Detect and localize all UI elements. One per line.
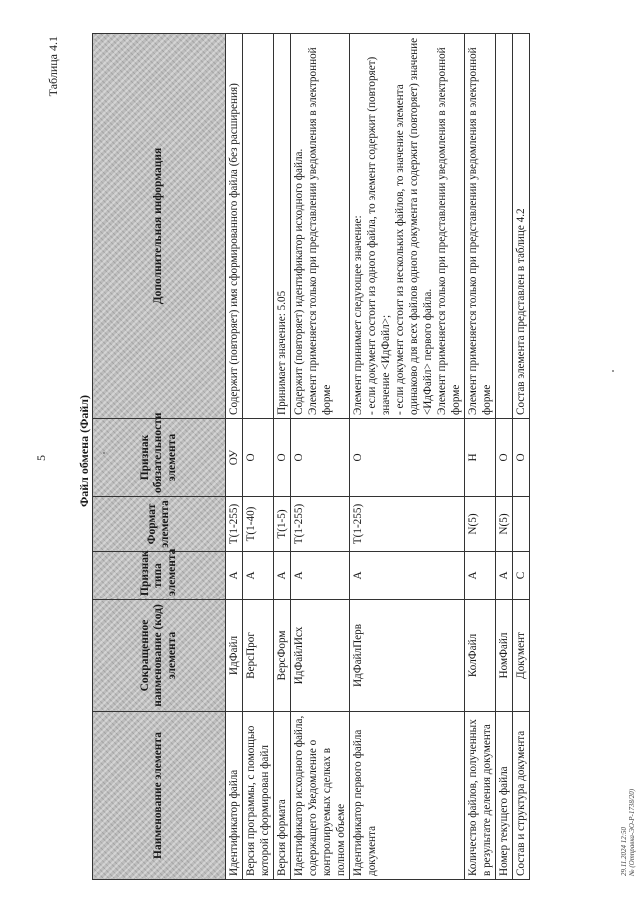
cell-element-type: А [226,552,243,600]
cell-element-name: Количество файлов, полученных в результате деления документа [465,712,496,880]
table-header-row [93,34,226,880]
cell-element-name: Состав и структура документа [513,712,530,880]
info-line: Элемент применяется только при представлении уведомления в электронной форме [307,47,333,415]
cell-element-format: Т(1-40) [243,497,274,552]
cell-element-type: А [465,552,496,600]
table-label: Таблица 4.1 [46,36,60,97]
cell-element-name: Идентификатор файла [226,712,243,880]
footer-date: 29.11.2024 12:50 [620,826,628,876]
cell-element-code: Документ [513,600,530,712]
elements-table [92,33,530,880]
cell-element-format: N(5) [465,497,496,552]
cell-additional-info [513,34,530,419]
cell-element-type: А [350,552,465,600]
table-row [243,34,274,880]
cell-element-name: Версия программы, с помощью которой сформирован файл [243,712,274,880]
cell-element-format: N(5) [496,497,513,552]
cell-element-code: ИдФайлИсх [291,600,350,712]
header-required: Признак обязательности элемента [93,419,226,497]
cell-element-code: ИдФайлПерв [350,600,465,712]
header-name: Наименование элемента [93,712,226,880]
cell-element-format [513,497,530,552]
footer-stamp [620,789,637,876]
table-row [350,34,465,880]
cell-element-required: О [243,419,274,497]
cell-element-code: ВерсПрог [243,600,274,712]
info-line: Содержит (повторяет) имя сформированного файла (без расширения) [228,83,240,415]
cell-additional-info [350,34,465,419]
table-row [513,34,530,880]
info-line: Элемент применяется только при представлении уведомления в электронной форме [436,47,462,415]
table-title: Файл обмена (Файл) [77,394,91,508]
cell-additional-info [496,34,513,419]
header-type: Признак типа элемента [93,552,226,600]
cell-element-type: А [291,552,350,600]
cell-element-required: О [274,419,291,497]
cell-additional-info [465,34,496,419]
cell-element-type: С [513,552,530,600]
cell-element-required: О [513,419,530,497]
cell-element-required: ОУ [226,419,243,497]
cell-element-required: Н [465,419,496,497]
cell-element-code: ИдФайл [226,600,243,712]
cell-element-required: О [496,419,513,497]
cell-element-required: О [350,419,465,497]
info-line: - если документ состоит из нескольких файлов, то значение элемента одинаково для всех файлов одного документа и содержит (повторяет) значение <ИдФайл> первого файла. [394,37,434,415]
cell-additional-info [291,34,350,419]
cell-element-required: О [291,419,350,497]
cell-element-type: А [274,552,291,600]
scan-speck [612,370,614,372]
scan-speck [103,452,105,454]
info-line: Состав элемента представлен в таблице 4.2 [515,208,527,415]
cell-element-format: Т(1-255) [226,497,243,552]
cell-element-format: Т(1-5) [274,497,291,552]
cell-additional-info [226,34,243,419]
table-row [274,34,291,880]
cell-element-name: Идентификатор исходного файла, содержащего Уведомление о контролируемых сделках в полном объеме [291,712,350,880]
cell-element-type: А [496,552,513,600]
cell-element-name: Идентификатор первого файла документа [350,712,465,880]
page-number: 5 [34,455,48,461]
info-line: - если документ состоит из одного файла, то элемент содержит (повторяет) значение <ИдФайл>; [366,56,392,415]
header-code: Сокращенное наименование (код) элемента [93,600,226,712]
cell-element-format: Т(1-255) [291,497,350,552]
footer-reference: № (Отправка-ЭО-Р-1738/20) [628,788,637,876]
info-line: Содержит (повторяет) идентификатор исходного файла. [293,148,305,415]
header-format: Формат элемента [93,497,226,552]
cell-element-type: А [243,552,274,600]
cell-element-name: Версия формата [274,712,291,880]
cell-element-code: КолФайл [465,600,496,712]
table-row [465,34,496,880]
table-row [226,34,243,880]
cell-element-code: НомФайл [496,600,513,712]
cell-additional-info [274,34,291,419]
table-row [496,34,513,880]
cell-element-name: Номер текущего файла [496,712,513,880]
cell-additional-info [243,34,274,419]
cell-element-code: ВерсФорм [274,600,291,712]
info-line: Элемент применяется только при представлении уведомления в электронной форме [467,47,493,415]
header-info: Дополнительная информация [93,34,226,419]
table-row [291,34,350,880]
info-line: Элемент принимает следующее значение: [352,215,364,415]
cell-element-format: Т(1-255) [350,497,465,552]
info-line: Принимает значение: 5.05 [276,290,288,415]
